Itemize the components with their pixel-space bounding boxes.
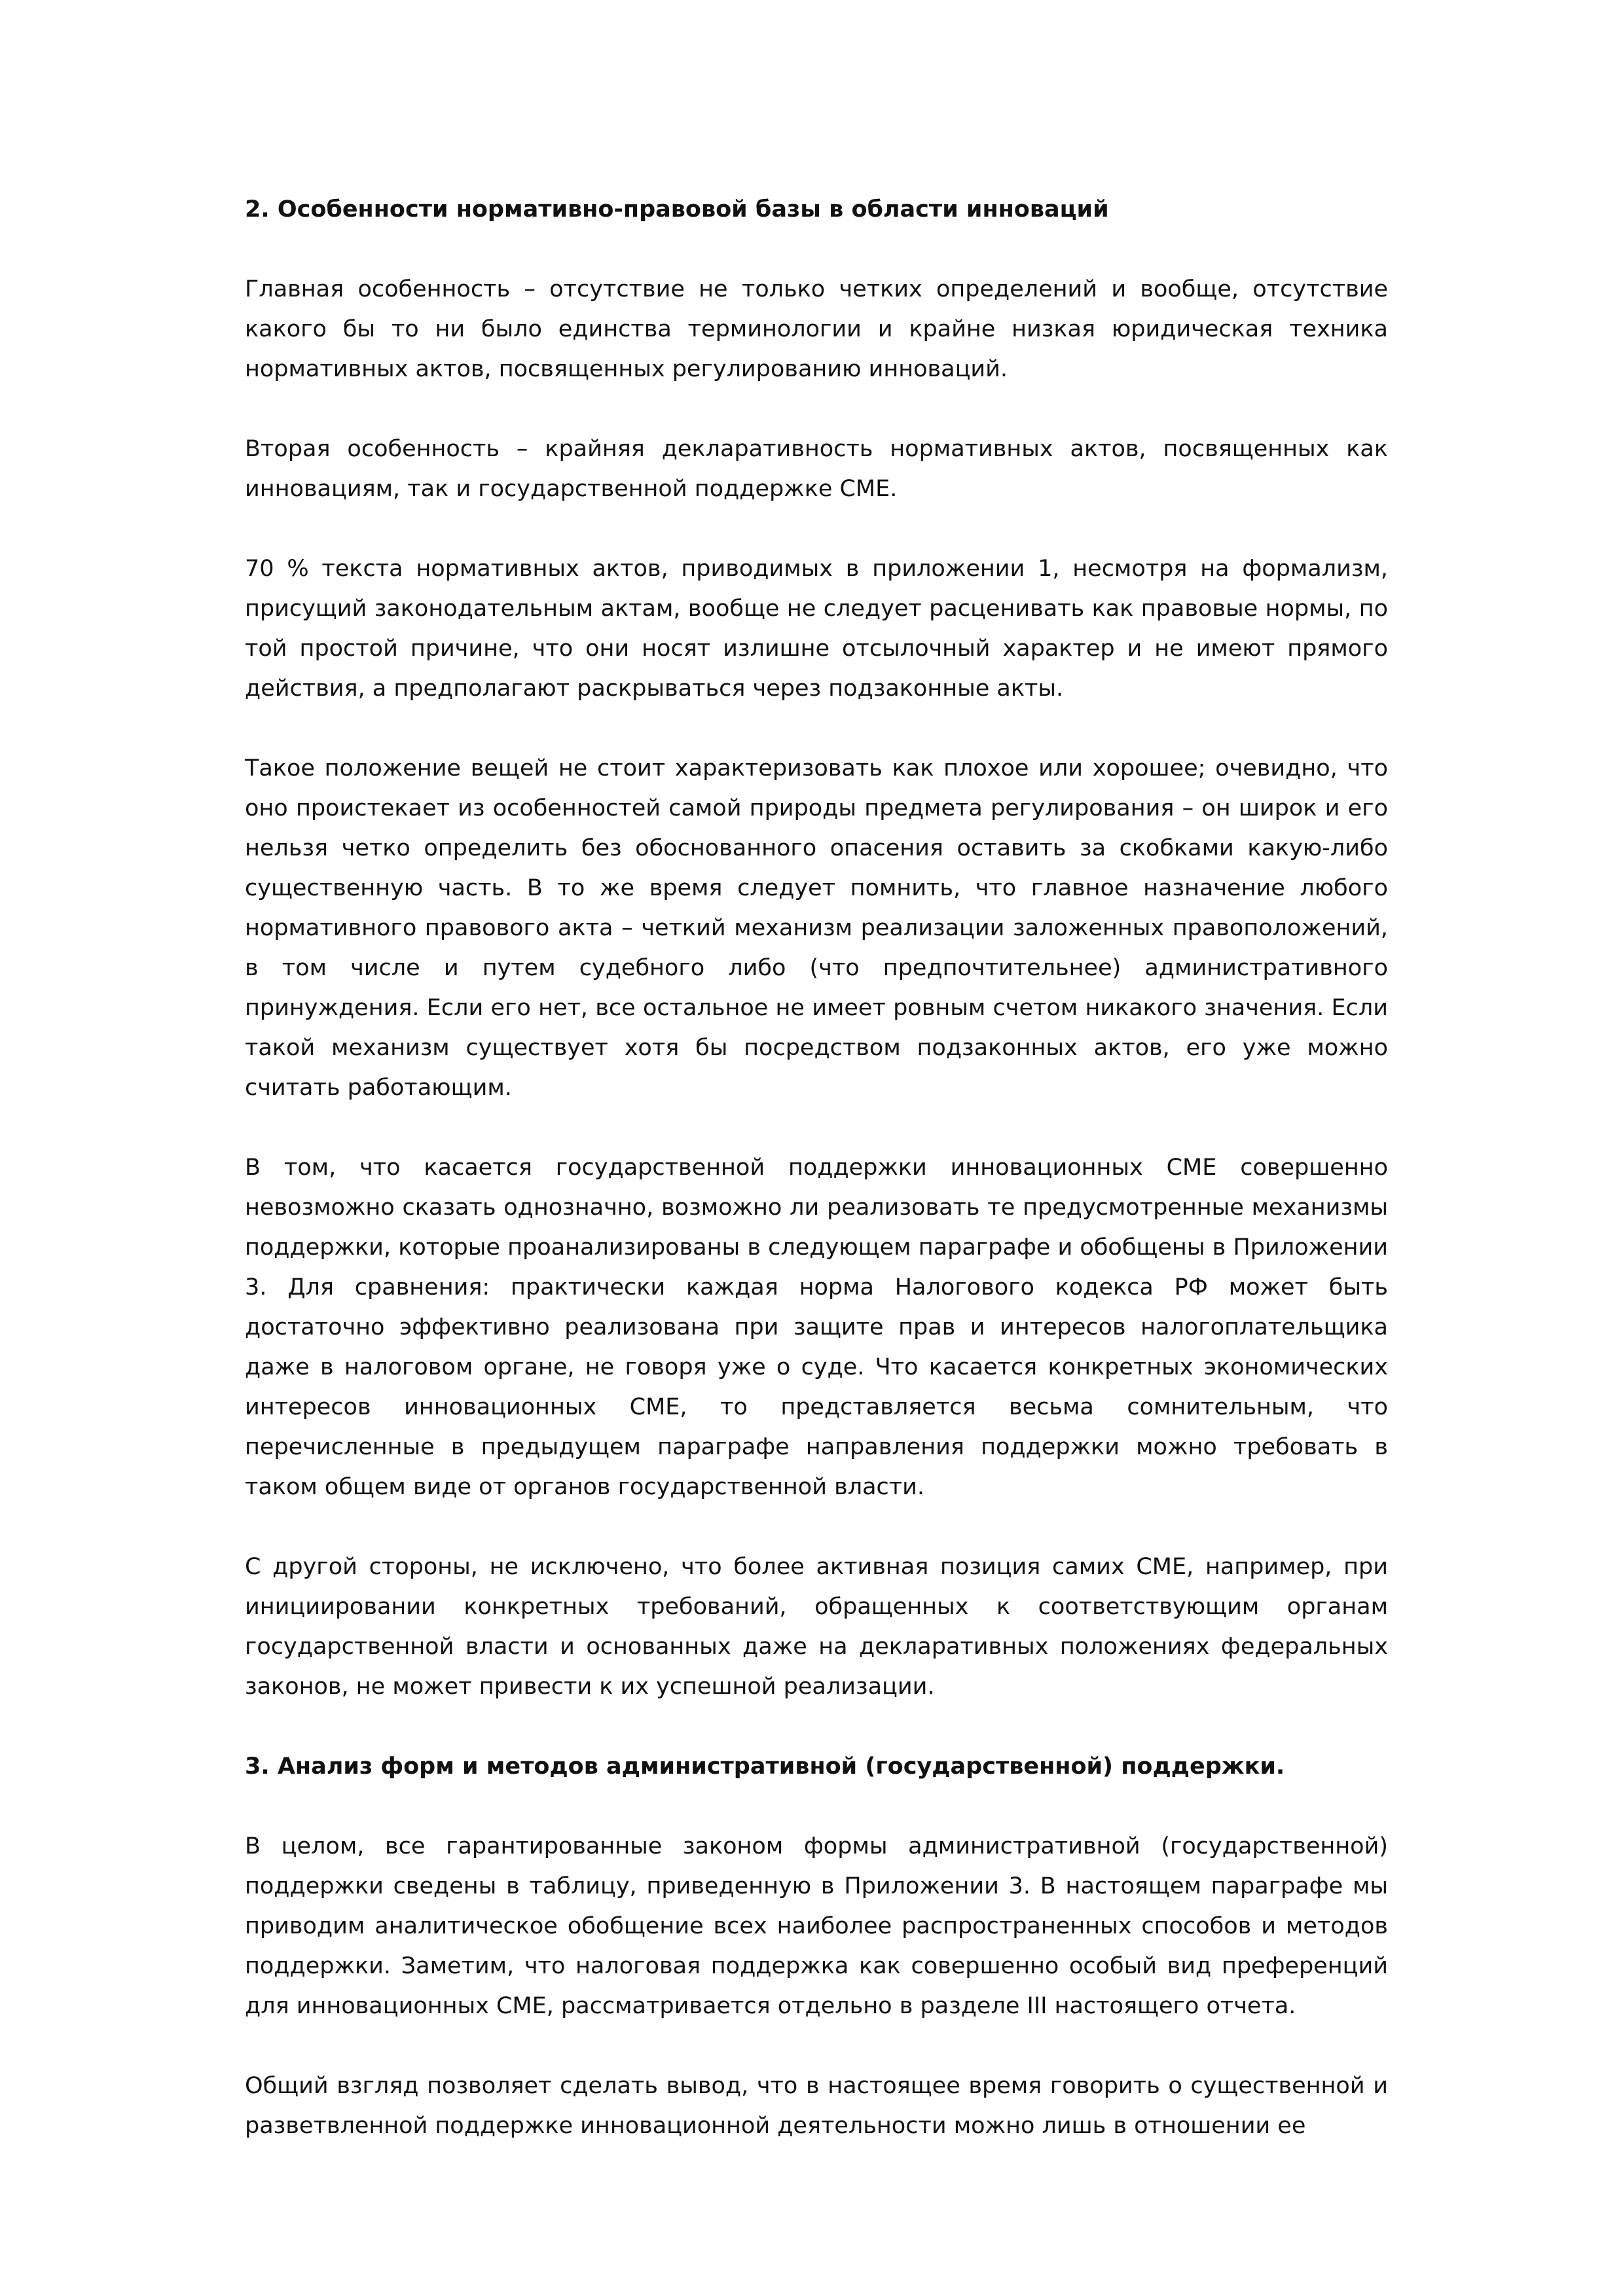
paragraph: В том, что касается государственной поддержки инновационных СМЕ совершенно невозможно сказать однозначно, возможно ли реализовать те предусмотренные механизмы поддержки, которые проанализированы в следующем параграфе и обобщены в Приложении 3. Для сравнения: практически каждая норма Налогового кодекса РФ может быть достаточно эффективно реализована при защите прав и интересов налогоплательщика даже в налоговом органе, не говоря уже о суде. Что касается конкретных экономических интересов инновационных СМЕ, то представляется весьма сомнительным, что перечисленные в предыдущем параграфе направления поддержки можно требовать в таком общем виде от органов государственной власти. [245,1155,1388,1500]
section-3-heading: 3. Анализ форм и методов административной (государственной) поддержки. [245,1753,1285,1780]
document-page [245,190,1388,2146]
paragraph: В целом, все гарантированные законом формы административной (государственной) поддержки сведены в таблицу, приведенную в Приложении 3. В настоящем параграфе мы приводим аналитическое обобщение всех наиболее распространенных способов и методов поддержки. Заметим, что налоговая поддержка как совершенно особый вид преференций для инновационных СМЕ, рассматривается отдельно в разделе III настоящего отчета. [245,1833,1388,2019]
paragraph: С другой стороны, не исключено, что более активная позиция самих СМЕ, например, при инициировании конкретных требований, обращенных к соответствующим органам государственной власти и основанных даже на декларативных положениях федеральных законов, не может привести к их успешной реализации. [245,1554,1388,1700]
paragraph: Общий взгляд позволяет сделать вывод, что в настоящее время говорить о существенной и разветвленной поддержке инновационной деятельности можно лишь в отношении ее [245,2073,1388,2139]
section-2-heading: 2. Особенности нормативно-правовой базы в области инноваций [245,196,1109,223]
paragraph: Такое положение вещей не стоит характеризовать как плохое или хорошее; очевидно, что оно проистекает из особенностей самой природы предмета регулирования – он широк и его нельзя четко определить без обоснованного опасения оставить за скобками какую-либо существенную часть. В то же время следует помнить, что главное назначение любого нормативного правового акта – четкий механизм реализации заложенных правоположений, в том числе и путем судебного либо (что предпочтительнее) административного принуждения. Если его нет, все остальное не имеет ровным счетом никакого значения. Если такой механизм существует хотя бы посредством подзаконных актов, его уже можно считать работающим. [245,755,1388,1101]
paragraph: Вторая особенность – крайняя декларативность нормативных актов, посвященных как инновациям, так и государственной поддержке СМЕ. [245,436,1388,502]
paragraph: Главная особенность – отсутствие не только четких определений и вообще, отсутствие какого бы то ни было единства терминологии и крайне низкая юридическая техника нормативных актов, посвященных регулированию инноваций. [245,276,1388,382]
paragraph: 70 % текста нормативных актов, приводимых в приложении 1, несмотря на формализм, присущий законодательным актам, вообще не следует расценивать как правовые нормы, по той простой причине, что они носят излишне отсылочный характер и не имеют прямого действия, а предполагают раскрываться через подзаконные акты. [245,556,1388,702]
